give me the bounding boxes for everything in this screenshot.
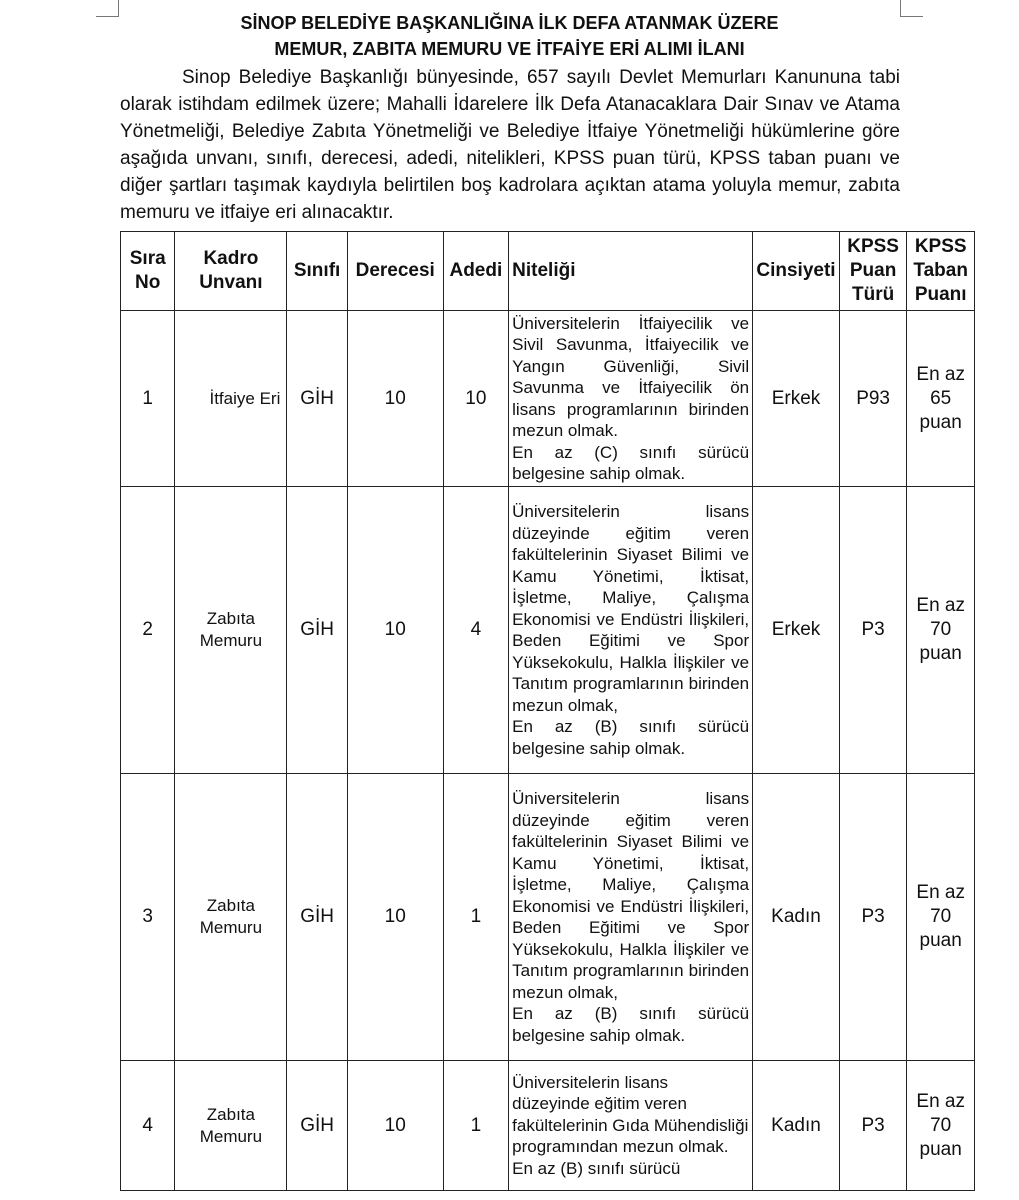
cell-derecesi: 10 [347,774,443,1061]
cell-derecesi: 10 [347,1061,443,1191]
niteligi-text: Üniversitelerin lisans düzeyinde eğitim veren fakültelerinin Siyaset Bilimi ve Kamu Yönetimi, İktisat, İşletme, Maliye, Çalışma Ekonomisi ve Endüstri İlişkileri, Beden Eğitimi ve Spor Yüksekokulu, Halkla İlişkiler ve Tanıtım programlarının birinden mezun olmak, [512,789,750,1002]
niteligi-text-2: En az (B) sınıfı sürücü belgesine sahip olmak. [512,717,750,758]
header-kpss-taban-puani: KPSS Taban Puanı [907,232,975,311]
table-header-row [121,232,975,311]
niteligi-text: Üniversitelerin İtfaiyecilik ve Sivil Savunma, İtfaiyecilik ve Yangın Güvenliği, Sivil Savunma ve İtfaiyecilik ön lisans programlarının birinden mezun olmak. [512,313,750,440]
title-line-2: MEMUR, ZABITA MEMURU VE İTFAİYE ERİ ALIMI İLANI [274,39,745,59]
cell-niteligi [509,311,753,487]
title-line-1: SİNOP BELEDİYE BAŞKANLIĞINA İLK DEFA ATANMAK ÜZERE [240,13,779,33]
cell-kpss-taban-puani: En az 70 puan [907,774,975,1061]
cell-cinsiyeti: Kadın [753,774,840,1061]
niteligi-text-2: En az (B) sınıfı sürücü [512,1158,681,1178]
cell-adedi: 1 [443,774,509,1061]
cell-sira-no: 1 [121,311,175,487]
cell-kpss-puan-turu: P93 [839,311,907,487]
cell-cinsiyeti: Erkek [753,311,840,487]
cell-kadro-unvani: Zabıta Memuru [175,1061,287,1191]
cell-cinsiyeti: Kadın [753,1061,840,1191]
cell-sira-no: 4 [121,1061,175,1191]
table-row [121,774,975,1061]
cell-kpss-puan-turu: P3 [839,1061,907,1191]
cell-kpss-taban-puani: En az 70 puan [907,1061,975,1191]
cell-derecesi: 10 [347,311,443,487]
cell-kadro-unvani: Zabıta Memuru [175,487,287,774]
table-row [121,311,975,487]
cell-niteligi [509,1061,753,1191]
header-adedi: Adedi [443,232,509,311]
header-niteligi: Niteliği [509,232,753,311]
cell-adedi: 1 [443,1061,509,1191]
positions-table [120,231,975,1191]
cell-niteligi [509,487,753,774]
document-title [0,10,1019,62]
cell-kpss-taban-puani: En az 70 puan [907,487,975,774]
cell-derecesi: 10 [347,487,443,774]
cell-kpss-puan-turu: P3 [839,487,907,774]
cell-kadro-unvani: Zabıta Memuru [175,774,287,1061]
niteligi-text-2: En az (B) sınıfı sürücü belgesine sahip olmak. [512,1004,750,1045]
cell-sinifi: GİH [287,1061,347,1191]
cell-niteligi [509,774,753,1061]
table-row [121,1061,975,1191]
table-row [121,487,975,774]
cell-kadro-unvani: İtfaiye Eri [175,311,287,487]
cell-cinsiyeti: Erkek [753,487,840,774]
header-derecesi: Derecesi [347,232,443,311]
niteligi-text: Üniversitelerin lisans düzeyinde eğitim veren fakültelerinin Siyaset Bilimi ve Kamu Yönetimi, İktisat, İşletme, Maliye, Çalışma Ekonomisi ve Endüstri İlişkileri, Beden Eğitimi ve Spor Yüksekokulu, Halkla İlişkiler ve Tanıtım programlarının birinden mezun olmak, [512,502,750,715]
header-kadro-unvani: Kadro Unvanı [175,232,287,311]
cell-sinifi: GİH [287,311,347,487]
header-kpss-puan-turu: KPSS Puan Türü [839,232,907,311]
niteligi-text: Üniversitelerin lisans düzeyinde eğitim veren fakültelerinin Gıda Mühendisliği programından mezun olmak. [512,1072,749,1157]
header-sinifi: Sınıfı [287,232,347,311]
header-sira-no: Sıra No [121,232,175,311]
cell-sinifi: GİH [287,774,347,1061]
cell-adedi: 4 [443,487,509,774]
niteligi-text-2: En az (C) sınıfı sürücü belgesine sahip olmak. [512,442,750,483]
cell-sira-no: 2 [121,487,175,774]
cell-sira-no: 3 [121,774,175,1061]
cell-kpss-puan-turu: P3 [839,774,907,1061]
cell-adedi: 10 [443,311,509,487]
cell-kpss-taban-puani: En az 65 puan [907,311,975,487]
header-cinsiyeti: Cinsiyeti [753,232,840,311]
cell-sinifi: GİH [287,487,347,774]
intro-paragraph: Sinop Belediye Başkanlığı bünyesinde, 657 sayılı Devlet Memurları Kanununa tabi olarak istihdam edilmek üzere; Mahalli İdarelere İlk Defa Atanacaklara Dair Sınav ve Atama Yönetmeliği, Belediye Zabıta Yönetmeliği ve Belediye İtfaiye Yönetmeliği hükümlerine göre aşağıda unvanı, sınıfı, derecesi, adedi, nitelikleri, KPSS puan türü, KPSS taban puanı ve diğer şartları taşımak kaydıyla belirtilen boş kadrolara açıktan atama yoluyla memur, zabıta memuru ve itfaiye eri alınacaktır. [120,67,900,223]
